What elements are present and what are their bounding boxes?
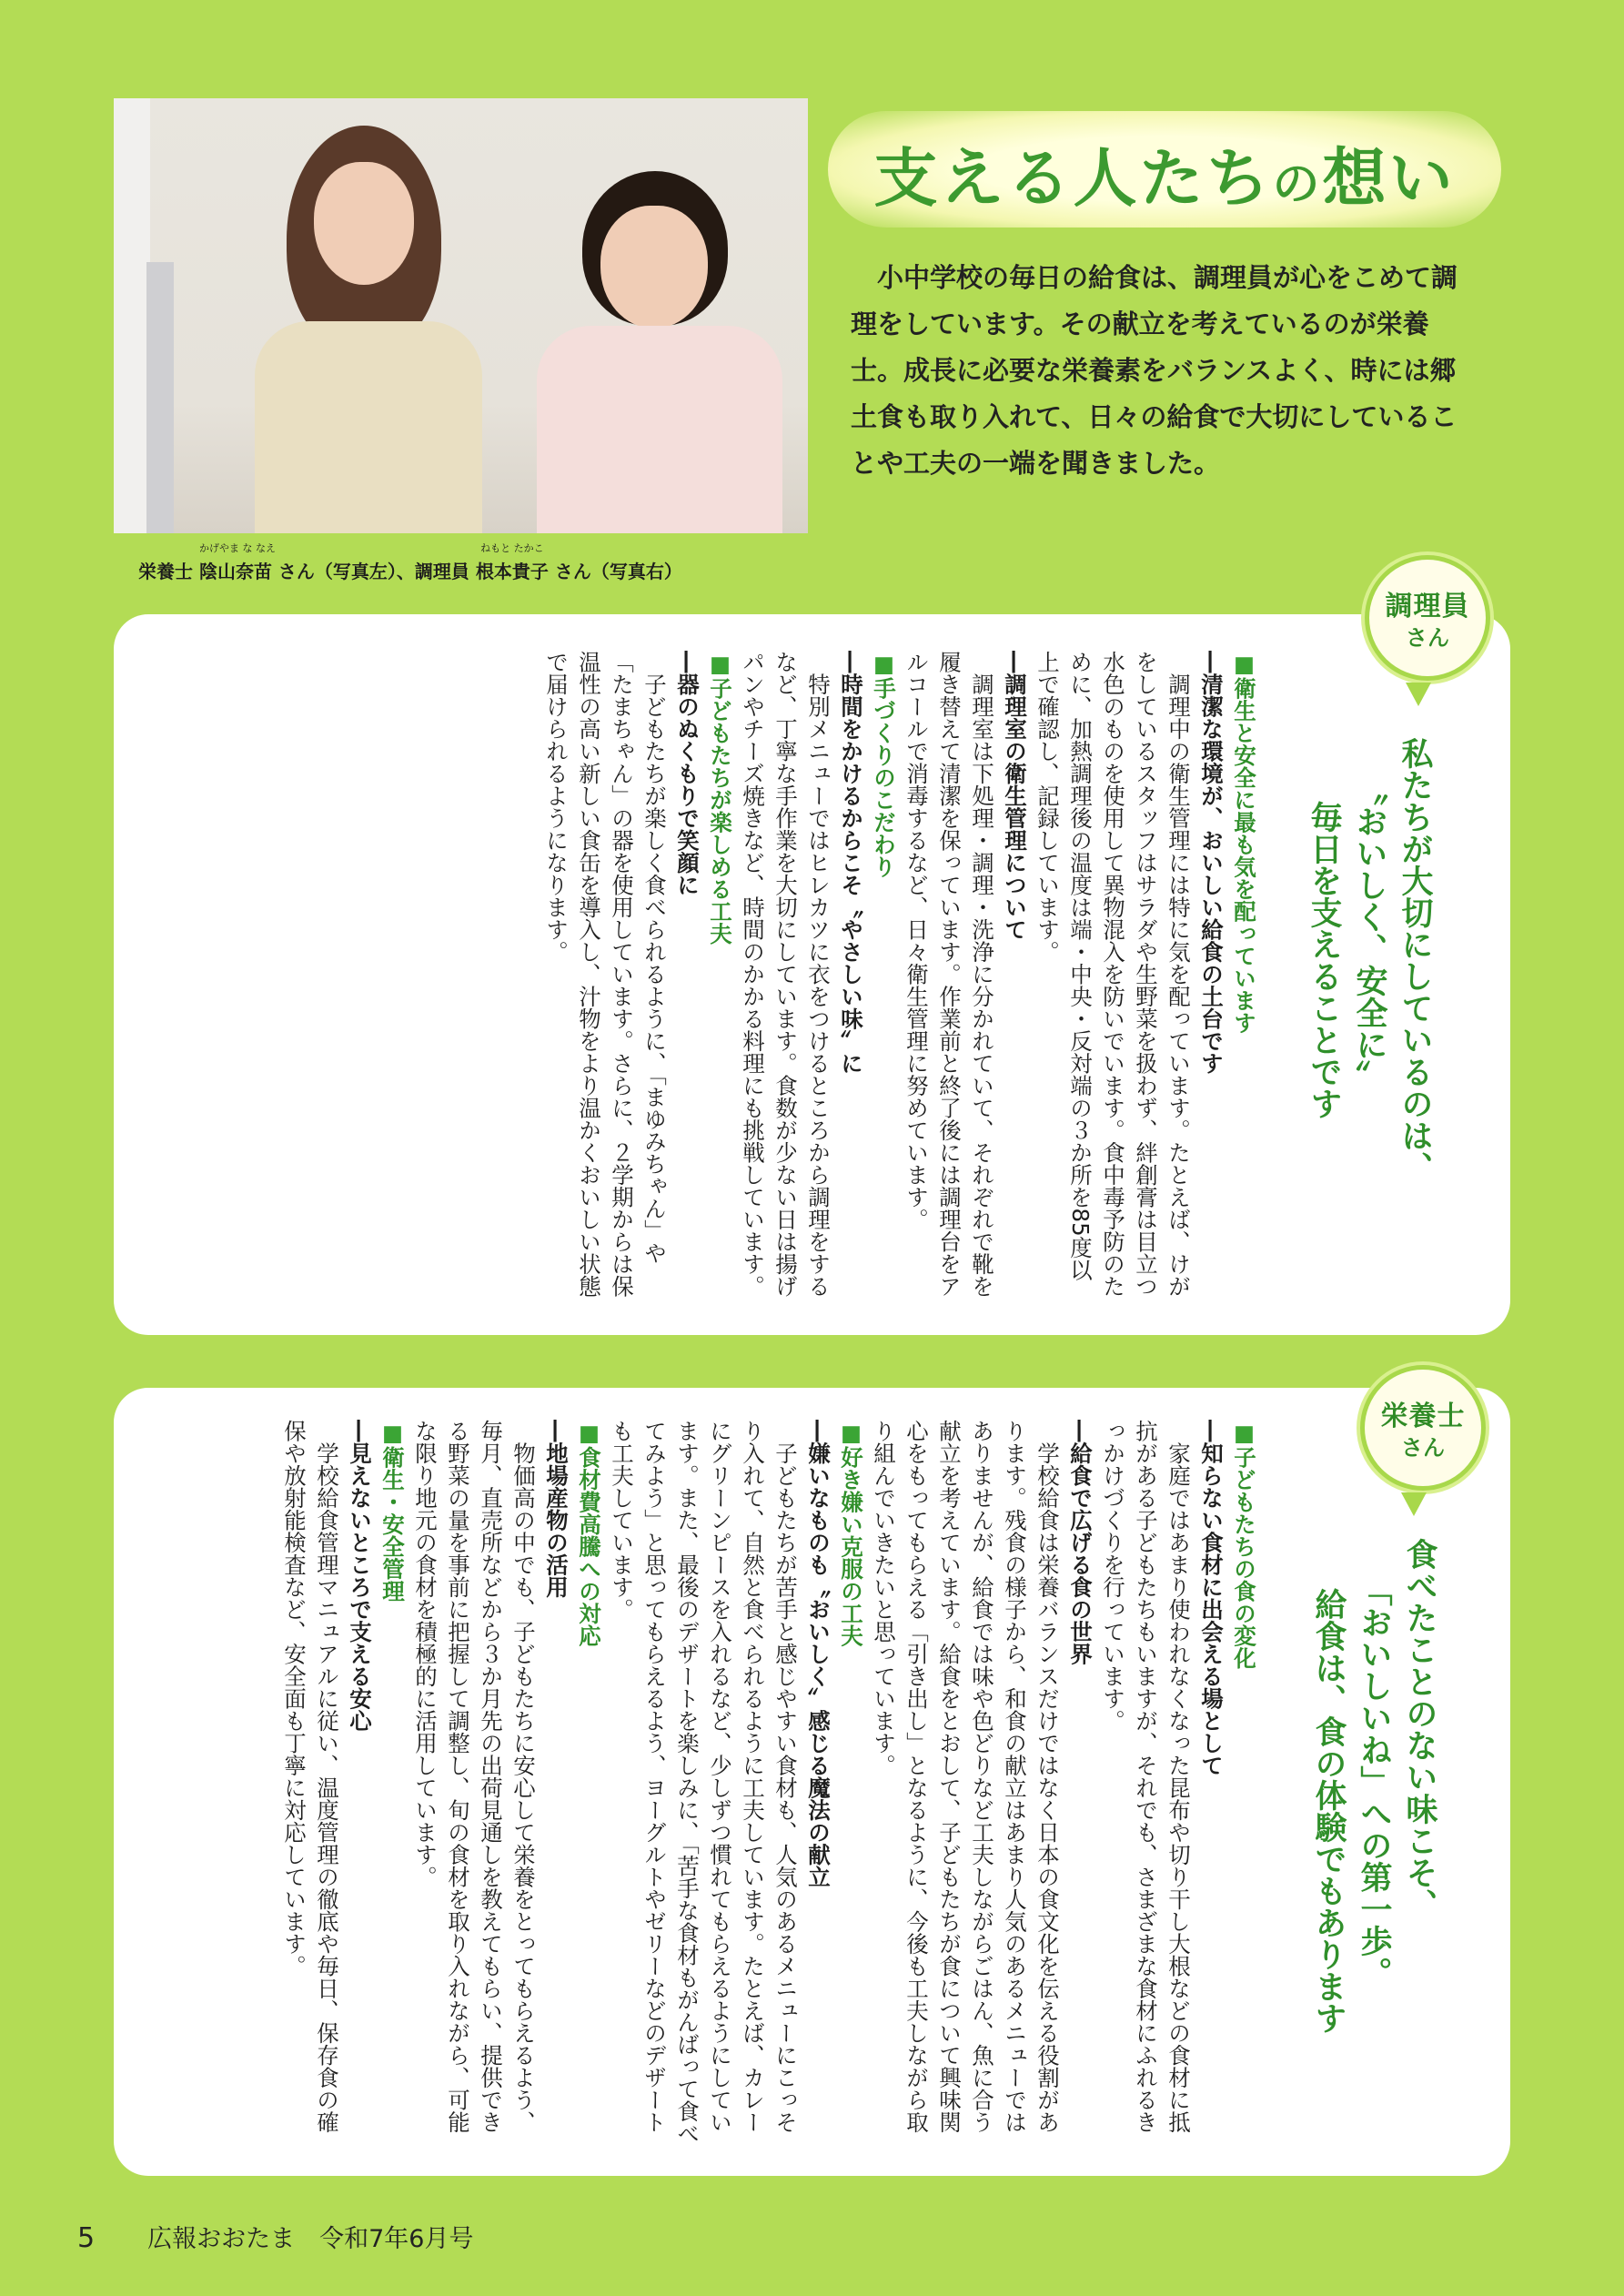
paragraph: 特別メニューではヒレカツに衣をつけるところから調理をするなど、丁寧な手作業を大切にしています。食数が少ない日は揚げパンやチーズ焼きなど、時間のかかる料理にも挑戦しています。 [740,651,832,1298]
paragraph: 子どもたちが苦手と感じやすい食材も、人気のあるメニューにこっそり入れて、自然と食べられるように工夫しています。たとえば、カレーにグリーンピースを入れるなど、少しずつ慣れてもらえるようにしています。また、最後のデザートを楽しみに、「苦手な食材もがんばって食べてみよう」と思ってもらえるよう、ヨーグルトやゼリーなどのデザートも工夫しています。 [609,1420,799,2145]
staff-photo [114,98,808,533]
paragraph: 家庭ではあまり使われなくなった昆布や切り干し大根などの食材に抵抗がある子どもたちもいますが、それでも、さまざまな食材にふれるきっかけづくりを行っています。 [1100,1420,1192,2133]
paragraph: 物価高の中でも、子どもたちに安心して栄養をとってもらえるよう、毎月、直売所などから３か月先の出荷見通しを教えてもらい、提供できる野菜の量を事前に把握して調整し、旬の食材を取り入れながら、可能な限り地元の食材を積極的に活用しています。 [412,1420,537,2133]
section-heading: ■手づくりのこだわり [871,651,897,878]
section-marker-icon: ■ [838,1420,864,1446]
photo-caption: 栄養士 かげやま な なえ 陰山奈苗 さん（写真左）、調理員 ねもと たかこ 根本貴子 さん（写真右） [138,542,682,582]
cook-badge: 調理員 さん [1365,555,1490,681]
person-right [528,171,792,533]
nutritionist-lead-quote: 食べたことのない味こそ、 「おいしいね」への第一歩。 給食は、食の体験でもあります [1310,1538,1437,2034]
section-heading: ■子どもたちの食の変化 [1231,1420,1257,1669]
subsection-title: ―嫌いなものも〝おいしく〟感じる魔法の献立 [805,1420,832,1888]
publication-name: 広報おおたま 令和7年6月号 [147,2225,474,2253]
page-number: 5 [77,2222,96,2254]
subsection-title: ―調理室の衛生管理について [1002,651,1028,941]
headline-banner [828,111,1501,228]
name-cook: ねもと たかこ 根本貴子 [475,542,549,582]
section-marker-icon: ■ [707,651,733,677]
section-marker-icon: ■ [1231,651,1257,677]
section-heading: ■子どもたちが楽しめる工夫 [707,651,733,945]
section-heading: ■食材費高騰への対応 [576,1420,602,1647]
paragraph: 学校給食管理マニュアルに従い、温度管理の徹底や毎日、保存食の確保や放射能検査など、安全面も丁寧に対応しています。 [281,1420,340,2133]
cook-badge-tail [1406,683,1431,706]
subsection-title: ―知らない食材に出会える場として [1198,1420,1225,1776]
section-heading: ■衛生と安全に最も気を配っています [1231,651,1257,1034]
cook-body-text [540,651,1260,1299]
cook-lead-quote: 私たちが大切にしているのは、 〝おいしく、安全に〟 毎日を支えることです [1306,737,1433,1183]
subsection-title: ―給食で広げる食の世界 [1067,1420,1094,1665]
section-marker-icon: ■ [871,651,897,677]
paragraph: 学校給食は栄養バランスだけではなく日本の食文化を伝える役割があります。残食の様子から、和食の献立はあまり人気のあるメニューではありませんが、給食では味や色どりなど工夫しながらごはん、魚に合う献立を考えています。給食をとおして、子どもたちが食について興味関心をもってもらえる「引き出し」となるように、今後も工夫しながら取り組んでいきたいと思っています。 [871,1420,1061,2133]
subsection-title: ―時間をかけるからこそ〝やさしい味〟に [838,651,864,1075]
page-footer [77,2219,473,2254]
paragraph: 調理室は下処理・調理・洗浄に分かれていて、それぞれで靴を履き替えて清潔を保っています。作業前と終了後には調理台をアルコールで消毒するなど、日々衛生管理に努めています。 [903,651,995,1298]
subsection-title: ―清潔な環境が、おいしい給食の土台です [1198,651,1225,1075]
name-nutritionist: かげやま な なえ 陰山奈苗 [198,542,276,582]
intro-paragraph: 小中学校の毎日の給食は、調理員が心をこめて調理をしています。その献立を考えているのが栄養士。成長に必要な栄養素をバランスよく、時には郷土食も取り入れて、日々の給食で大切にしていることや工夫の一端を聞きました。 [851,262,1458,479]
subsection-title: ―器のぬくもりで笑顔に [674,651,701,896]
nutritionist-badge-tail [1401,1492,1427,1516]
section-marker-icon: ■ [1231,1420,1257,1446]
page-title: 支える人たちの想い [873,141,1456,216]
section-marker-icon: ■ [379,1420,406,1446]
section-heading: ■衛生・安全管理 [379,1420,406,1603]
subsection-title: ―地場産物の活用 [543,1420,570,1598]
section-heading: ■好き嫌い克服の工夫 [838,1420,864,1647]
person-left [250,126,523,533]
section-marker-icon: ■ [576,1420,602,1446]
subsection-title: ―見えないところで支える安心 [347,1420,373,1732]
nutritionist-badge: 栄養士 さん [1360,1365,1486,1491]
paragraph: 子どもたちが楽しく食べられるように、「まゆみちゃん」や「たまちゃん」の器を使用しています。さらに、２学期からは保温性の高い新しい食缶を導入し、汁物をより温かくおいしい状態で届けられるようになります。 [543,651,668,1298]
nutritionist-body-text [277,1420,1260,2146]
paragraph: 調理中の衛生管理には特に気を配っています。たとえば、けがをしているスタッフはサラダや生野菜を扱わず、絆創膏は目立つ水色のものを使用して異物混入を防いでいます。食中毒予防のために、加熱調理後の温度は端・中央・反対端の３か所を85度以上で確認し、記録しています。 [1034,651,1192,1298]
